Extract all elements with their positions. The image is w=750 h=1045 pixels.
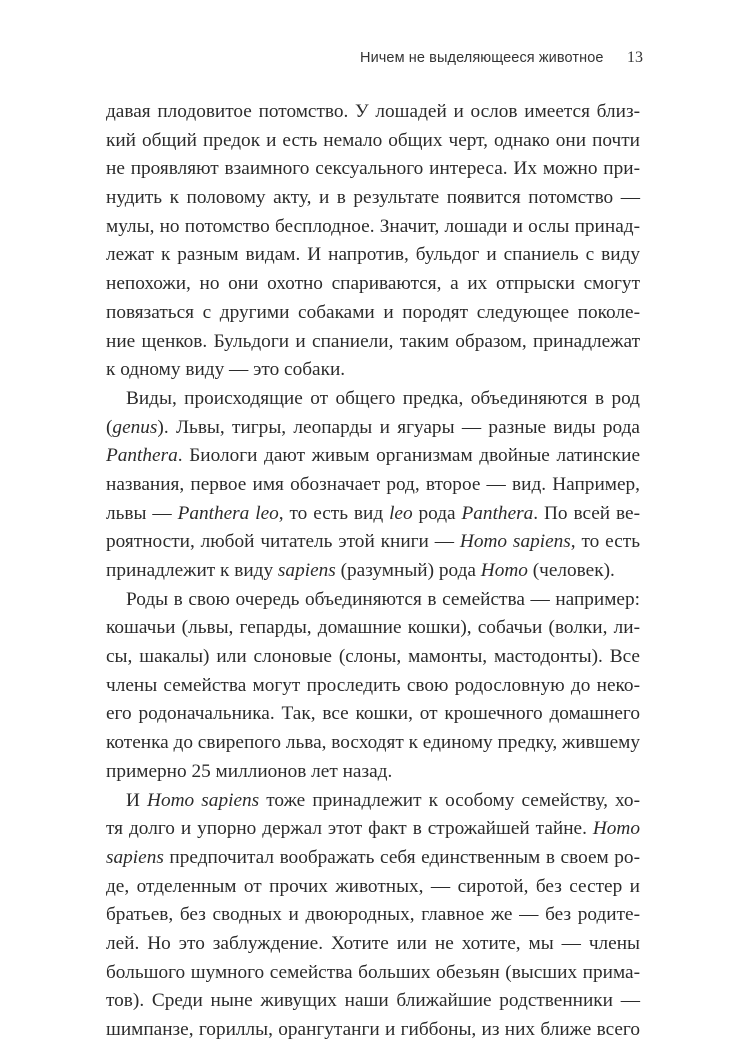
text-fragment: лежат к разным видам. И напротив, бульдог и спаниель с виду [106, 244, 640, 266]
text-fragment: ние щенков. Бульдоги и спаниели, таким образом, принадлежат [106, 330, 640, 352]
text-fragment: большого шумного семейства больших обезьян (высших прима- [106, 961, 640, 983]
text-fragment: тя долго и упорно держал этот факт в строжайшей тайне. [106, 818, 593, 840]
text-fragment: де, отделенным от прочих животных, — сиротой, без сестер и [106, 875, 640, 897]
text-line [106, 500, 640, 529]
italic-term: Homo sapiens [459, 531, 571, 553]
text-line [106, 557, 640, 586]
text-fragment: . По всей ве- [533, 502, 640, 524]
text-line [106, 98, 640, 127]
text-line [106, 930, 640, 959]
text-line [106, 241, 640, 270]
italic-term: sapiens [277, 560, 336, 581]
italic-term: Panthera [461, 502, 534, 524]
text-fragment: принадлежит к виду [106, 560, 278, 581]
text-line [106, 815, 640, 844]
italic-term: Homo [592, 818, 640, 840]
text-line [106, 586, 640, 615]
text-fragment: . Биологи дают живым организмам двойные латинские [177, 445, 640, 467]
text-fragment: ( [106, 416, 113, 438]
text-fragment: котенка до свирепого льва, восходят к единому предку, жившему [106, 732, 640, 754]
body-text [106, 98, 640, 1045]
text-line [106, 528, 640, 557]
italic-term: Homo sapiens [147, 789, 260, 811]
text-line [106, 844, 640, 873]
text-line [106, 184, 640, 213]
text-fragment: сы, шакалы) или слоновые (слоны, мамонты, мастодонты). Все [106, 646, 640, 668]
text-line [106, 672, 640, 701]
text-fragment: роятности, любой читатель этой книги — [106, 531, 460, 553]
text-fragment: члены семейства могут проследить свою родословную до неко- [106, 674, 640, 696]
text-fragment: , то есть [570, 531, 640, 553]
text-line [106, 873, 640, 902]
text-line [106, 643, 640, 672]
running-head-title: Ничем не выделяющееся животное [360, 50, 604, 66]
text-fragment: названия, первое имя обозначает род, второе — вид. Например, [106, 473, 640, 495]
text-line [106, 414, 640, 443]
text-fragment: не проявляют взаимного сексуального интереса. Их можно при- [106, 158, 640, 180]
text-fragment: тоже принадлежит к особому семейству, хо- [259, 789, 640, 811]
text-line [106, 127, 640, 156]
italic-term: Homo [480, 560, 528, 581]
text-line [106, 471, 640, 500]
text-line [106, 614, 640, 643]
text-line [106, 959, 640, 988]
italic-term: leo [389, 502, 413, 524]
text-fragment: шимпанзе, гориллы, орангутанги и гиббоны, из них ближе всего [106, 1019, 640, 1040]
text-line [106, 442, 640, 471]
text-fragment: львы — [106, 502, 178, 524]
text-fragment: непохожи, но они охотно спариваются, а их отпрыски смогут [106, 273, 640, 295]
text-fragment: примерно 25 миллионов лет назад. [106, 760, 393, 782]
text-line [106, 758, 640, 787]
text-line [106, 700, 640, 729]
text-fragment: (человек). [527, 560, 615, 581]
text-fragment: повязаться с другими собаками и породят следующее поколе- [106, 301, 640, 323]
italic-term: Panthera [106, 445, 178, 467]
text-fragment: братьев, без сводных и двоюродных, главное же — без родите- [106, 904, 640, 926]
text-fragment: тов). Среди ныне живущих наши ближайшие родственники — [106, 990, 640, 1012]
italic-term: Panthera leo [177, 502, 279, 524]
text-fragment: предпочитал воображать себя единственным в своем ро- [163, 846, 640, 868]
text-fragment: И [126, 789, 148, 811]
text-fragment: нудить к половому акту, и в результате появится потомство — [106, 187, 640, 209]
text-fragment: кий общий предок и есть немало общих черт, однако они почти [106, 129, 640, 151]
text-fragment: ). Львы, тигры, леопарды и ягуары — разные виды рода [157, 416, 640, 438]
text-fragment: Виды, происходящие от общего предка, объединяются в род [126, 387, 640, 409]
text-line [106, 356, 640, 385]
text-line [106, 385, 640, 414]
text-fragment: рода [412, 502, 462, 524]
text-line [106, 1016, 640, 1045]
text-line [106, 155, 640, 184]
page-number: 13 [627, 49, 643, 66]
text-fragment: его родоначальника. Так, все кошки, от крошечного домашнего [106, 703, 640, 725]
text-line [106, 987, 640, 1016]
text-fragment: мулы, но потомство бесплодное. Значит, лошади и ослы принад- [106, 215, 640, 237]
text-fragment: Роды в свою очередь объединяются в семейства — например: [126, 588, 640, 610]
text-fragment: к одному виду — это собаки. [106, 359, 346, 381]
text-line [106, 328, 640, 357]
text-line [106, 901, 640, 930]
text-line [106, 787, 640, 816]
text-line [106, 270, 640, 299]
italic-term: sapiens [106, 846, 164, 868]
text-line [106, 729, 640, 758]
text-fragment: (разумный) рода [335, 560, 481, 581]
italic-term: genus [112, 416, 158, 438]
text-line [106, 299, 640, 328]
text-fragment: давая плодовитое потомство. У лошадей и ослов имеется близ- [106, 101, 640, 122]
text-fragment: кошачьи (львы, гепарды, домашние кошки), собачьи (волки, ли- [106, 617, 640, 639]
text-fragment: лей. Но это заблуждение. Хотите или не хотите, мы — члены [106, 932, 640, 954]
text-fragment: , то есть вид [278, 502, 390, 524]
text-line [106, 213, 640, 242]
